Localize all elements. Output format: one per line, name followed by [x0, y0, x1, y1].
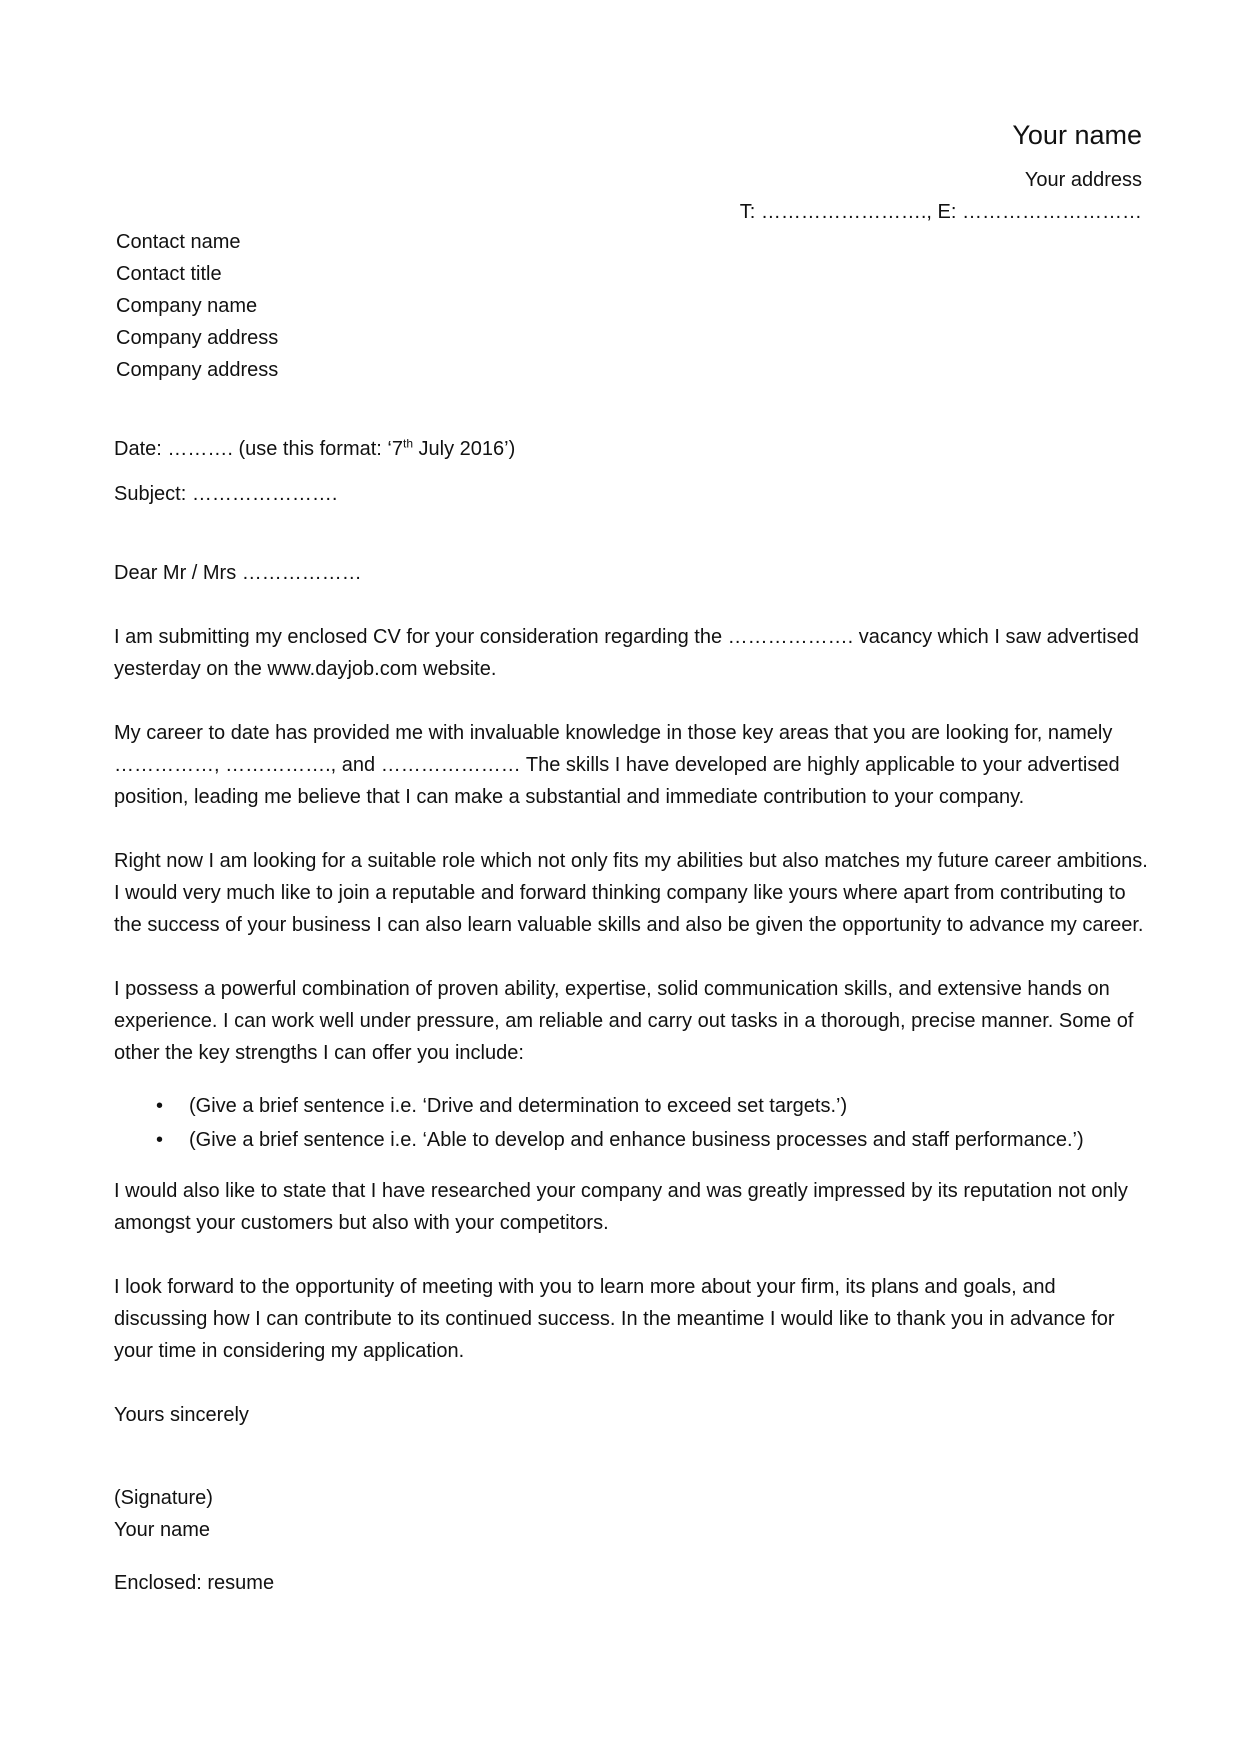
- recipient-contact-title: Contact title: [116, 263, 222, 285]
- list-item-text: (Give a brief sentence i.e. ‘Able to develop and enhance business processes and staff performance.’): [189, 1129, 1084, 1151]
- recipient-company-address-2: Company address: [116, 359, 279, 381]
- signature-label: (Signature): [114, 1487, 213, 1509]
- paragraph-strengths: I possess a powerful combination of proven ability, expertise, solid communication skills, and extensive hands on experience. I can work well under pressure, am reliable and carry out tasks in a thorough, precise manner. Some of other the key strengths I can offer you include:: [114, 978, 1134, 1064]
- sender-name: Your name: [1012, 120, 1142, 150]
- closing: Yours sincerely: [114, 1404, 249, 1426]
- list-item: [114, 1089, 1154, 1123]
- enclosure-note: Enclosed: resume: [114, 1572, 275, 1594]
- date-suffix: July 2016’): [413, 438, 516, 460]
- sender-block: [740, 118, 1142, 228]
- signature-name: Your name: [114, 1519, 210, 1541]
- recipient-contact-name: Contact name: [116, 231, 241, 253]
- bullet-icon: •: [156, 1129, 164, 1151]
- paragraph-closing-remarks: I look forward to the opportunity of meeting with you to learn more about your firm, its plans and goals, and discussing how I can contribute to its continued success. In the meantime I would like to thank you in advance for your time in considering my application.: [114, 1276, 1115, 1362]
- sender-address: Your address: [1024, 169, 1142, 191]
- strengths-list: [114, 1089, 1154, 1157]
- date-line: [114, 433, 1154, 465]
- list-item-text: (Give a brief sentence i.e. ‘Drive and determination to exceed set targets.’): [189, 1095, 848, 1117]
- recipient-company-name: Company name: [116, 295, 258, 317]
- paragraph-research: I would also like to state that I have researched your company and was greatly impressed by its reputation not only amongst your customers but also with your competitors.: [114, 1180, 1128, 1234]
- date-prefix: Date: ………. (use this format: ‘7: [114, 438, 403, 460]
- date-ordinal-suffix: th: [402, 436, 413, 451]
- bullet-icon: •: [156, 1095, 164, 1117]
- subject-line: Subject: ………………….: [114, 483, 338, 505]
- recipient-block: [116, 226, 278, 386]
- sender-contact: T: ……………………., E: ………………………: [739, 201, 1142, 223]
- paragraph-career: My career to date has provided me with invaluable knowledge in those key areas that you are looking for, namely ……………, ……………., and ………………… The skills I have developed are highly applicable to your advertised position, leading me believe that I can make a substantial and immediate contribution to your company.: [114, 722, 1120, 808]
- paragraph-intro: I am submitting my enclosed CV for your consideration regarding the ………………. vacancy which I saw advertised yesterday on the www.dayjob.com website.: [114, 626, 1139, 680]
- letter-body: [114, 433, 1154, 1599]
- paragraph-ambitions: Right now I am looking for a suitable role which not only fits my abilities but also matches my future career ambitions. I would very much like to join a reputable and forward thinking company like yours where apart from contributing to the success of your business I can also learn valuable skills and also be given the opportunity to advance my career.: [114, 850, 1148, 936]
- recipient-company-address-1: Company address: [116, 327, 279, 349]
- salutation: Dear Mr / Mrs ………………: [114, 562, 362, 584]
- list-item: [114, 1123, 1154, 1157]
